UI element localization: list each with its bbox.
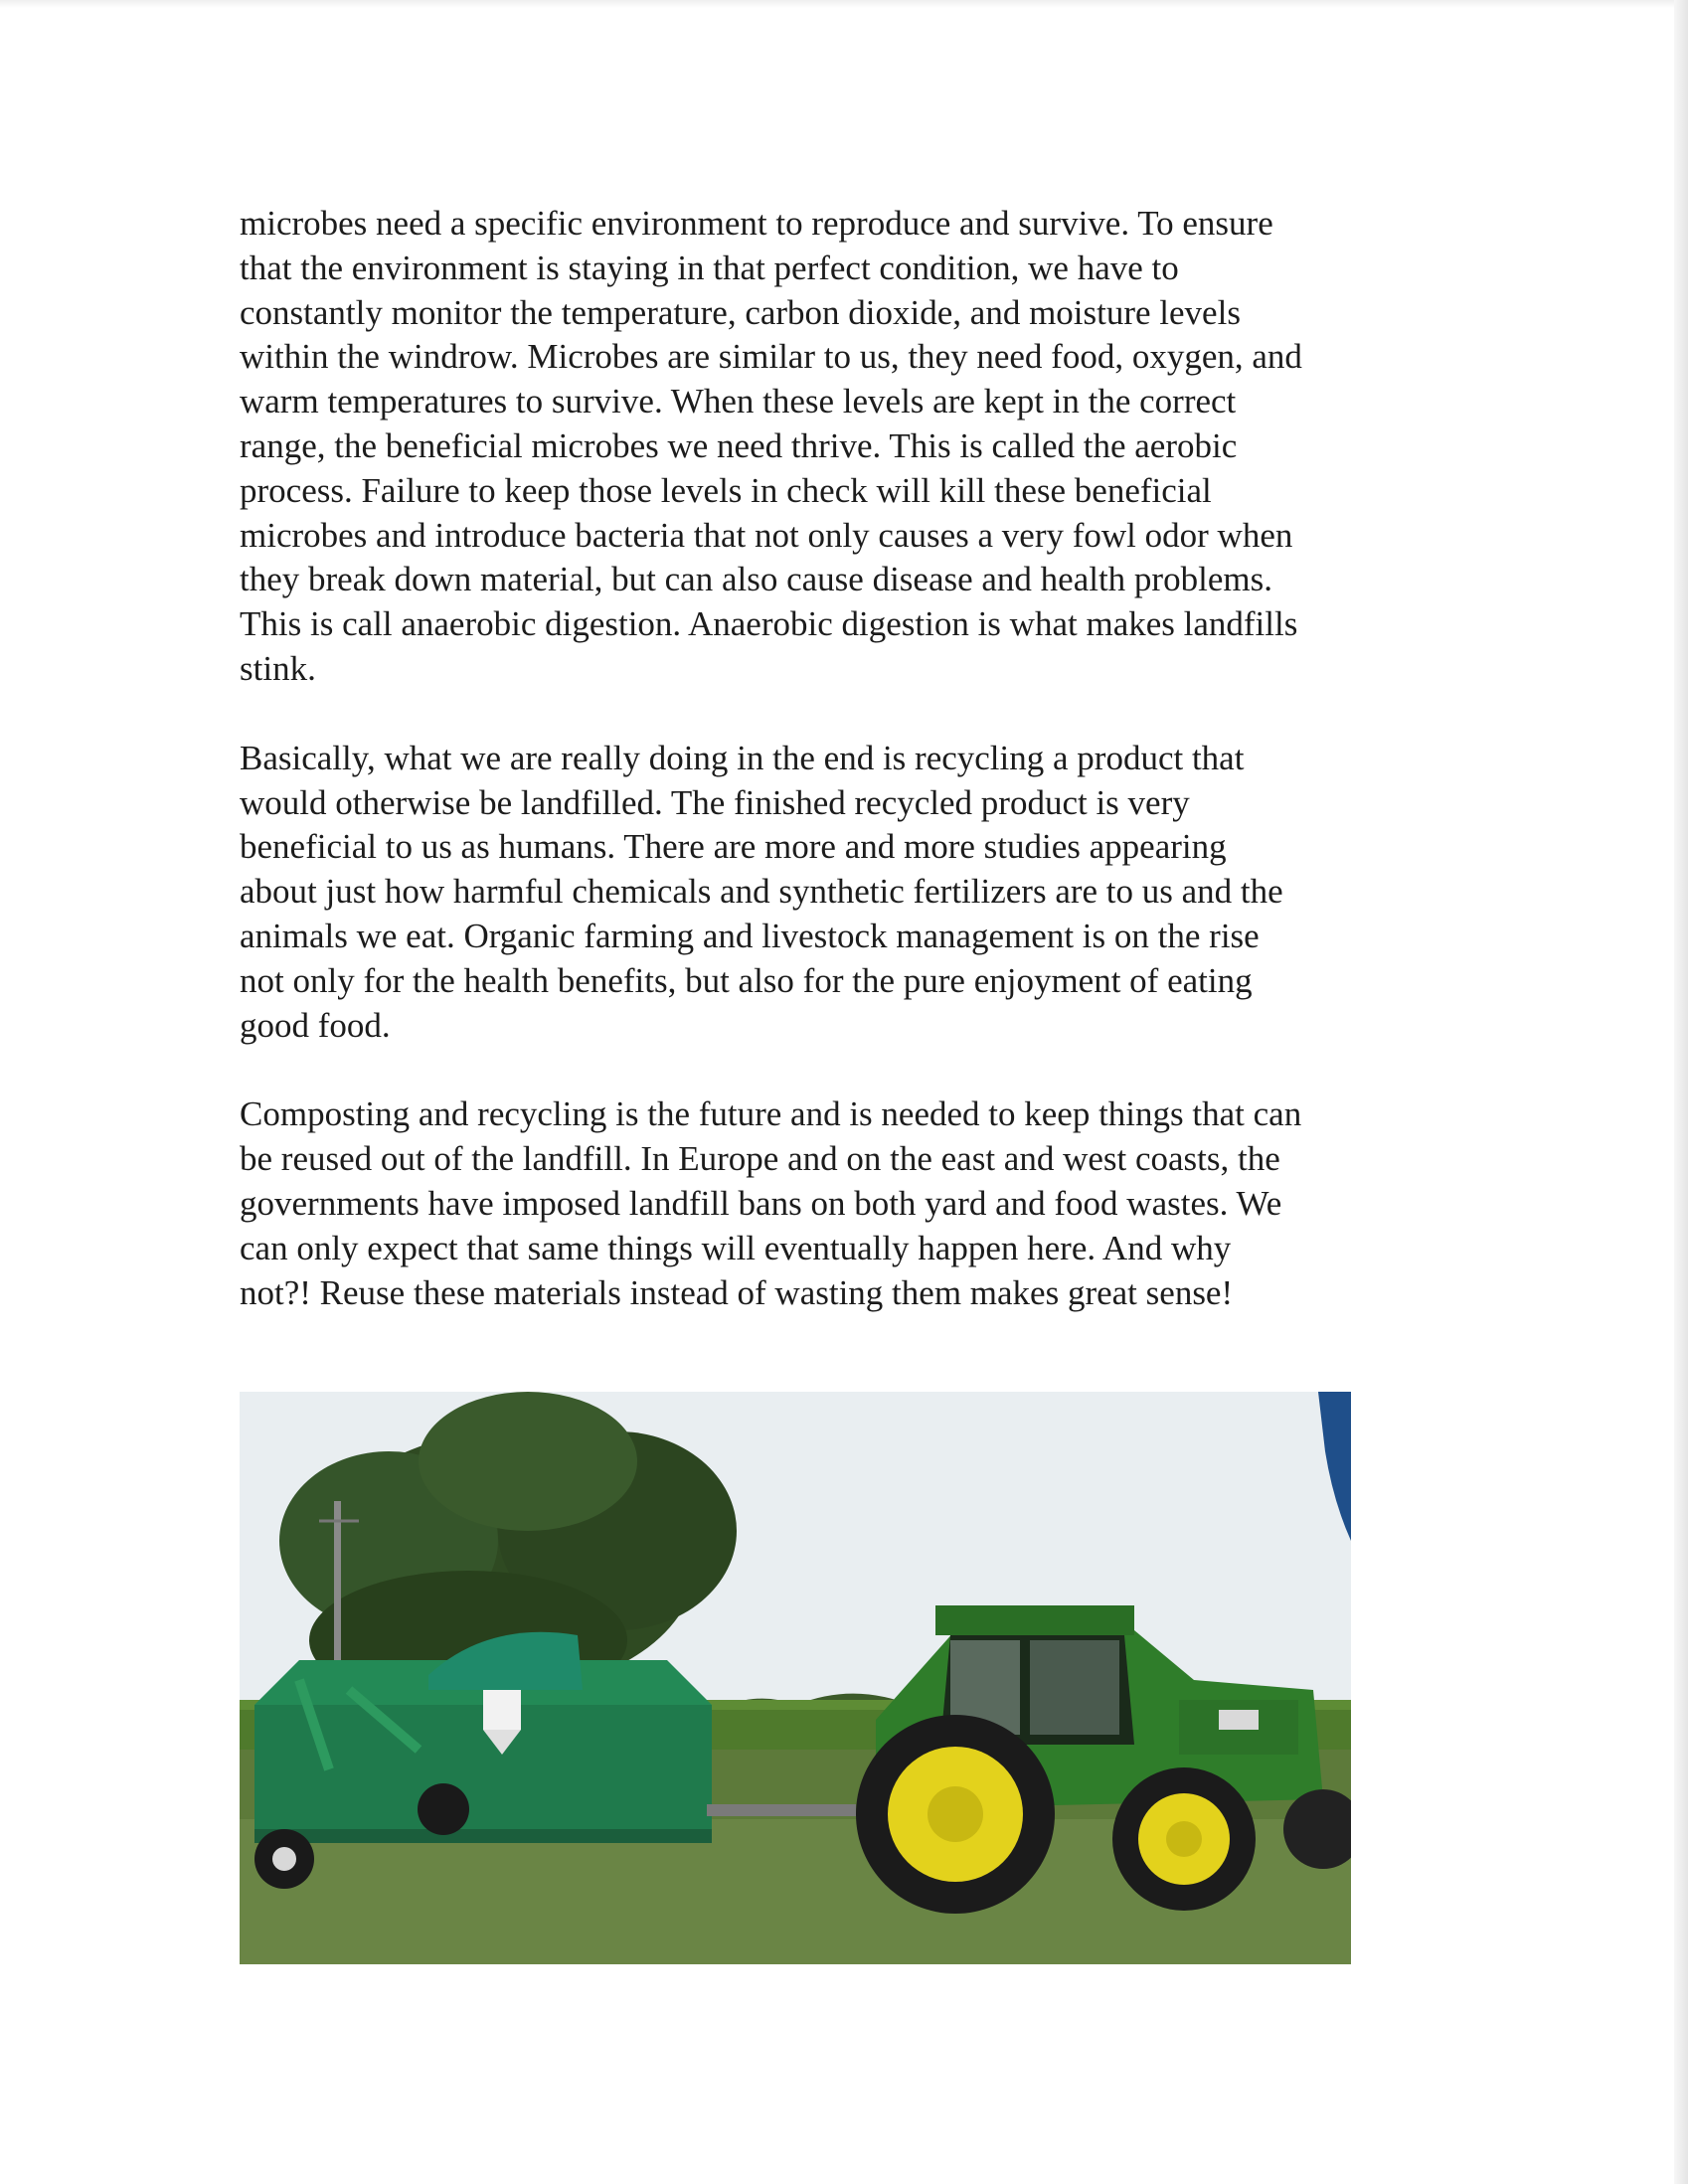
scan-right-edge bbox=[1674, 0, 1688, 2184]
scan-top-shadow bbox=[0, 0, 1688, 8]
photo-hitch bbox=[707, 1804, 856, 1816]
paragraph-3: Composting and recycling is the future and is needed to keep things that can be reused out of the landfill. In Europe and on the east and west coasts, the governments have imposed landfill bans on both yard and food wastes. We can only expect that same things will eventually happen here. And why not?! Reuse these materials instead of wasting them makes great sense! bbox=[240, 1094, 1302, 1312]
paragraph-1: microbes need a specific environment to reproduce and survive. To ensure that the environment is staying in that perfect condition, we have to constantly monitor the temperature, carbon dioxide, and moisture levels within the windrow. Microbes are similar to us, they need food, oxygen, and warm temperatures to survive. When these levels are kept in the correct range, the beneficial microbes we need thrive. This is called the aerobic process. Failure to keep those levels in check will kill these beneficial microbes and introduce bacteria that not only causes a very fowl odor when they break down material, but can also cause disease and health problems. This is call anaerobic digestion. Anaerobic digestion is what makes landfills stink. bbox=[240, 204, 1302, 688]
tractor-compost-turner-photo bbox=[240, 1392, 1351, 1964]
document-body bbox=[240, 202, 1472, 1360]
paragraph-2: Basically, what we are really doing in the end is recycling a product that would otherwise be landfilled. The finished recycled product is very beneficial to us as humans. There are more and more studies appearing about just how harmful chemicals and synthetic fertilizers are to us and the animals we eat. Organic farming and livestock management is on the rise not only for the health benefits, but also for the pure enjoyment of eating good food. bbox=[240, 738, 1283, 1045]
